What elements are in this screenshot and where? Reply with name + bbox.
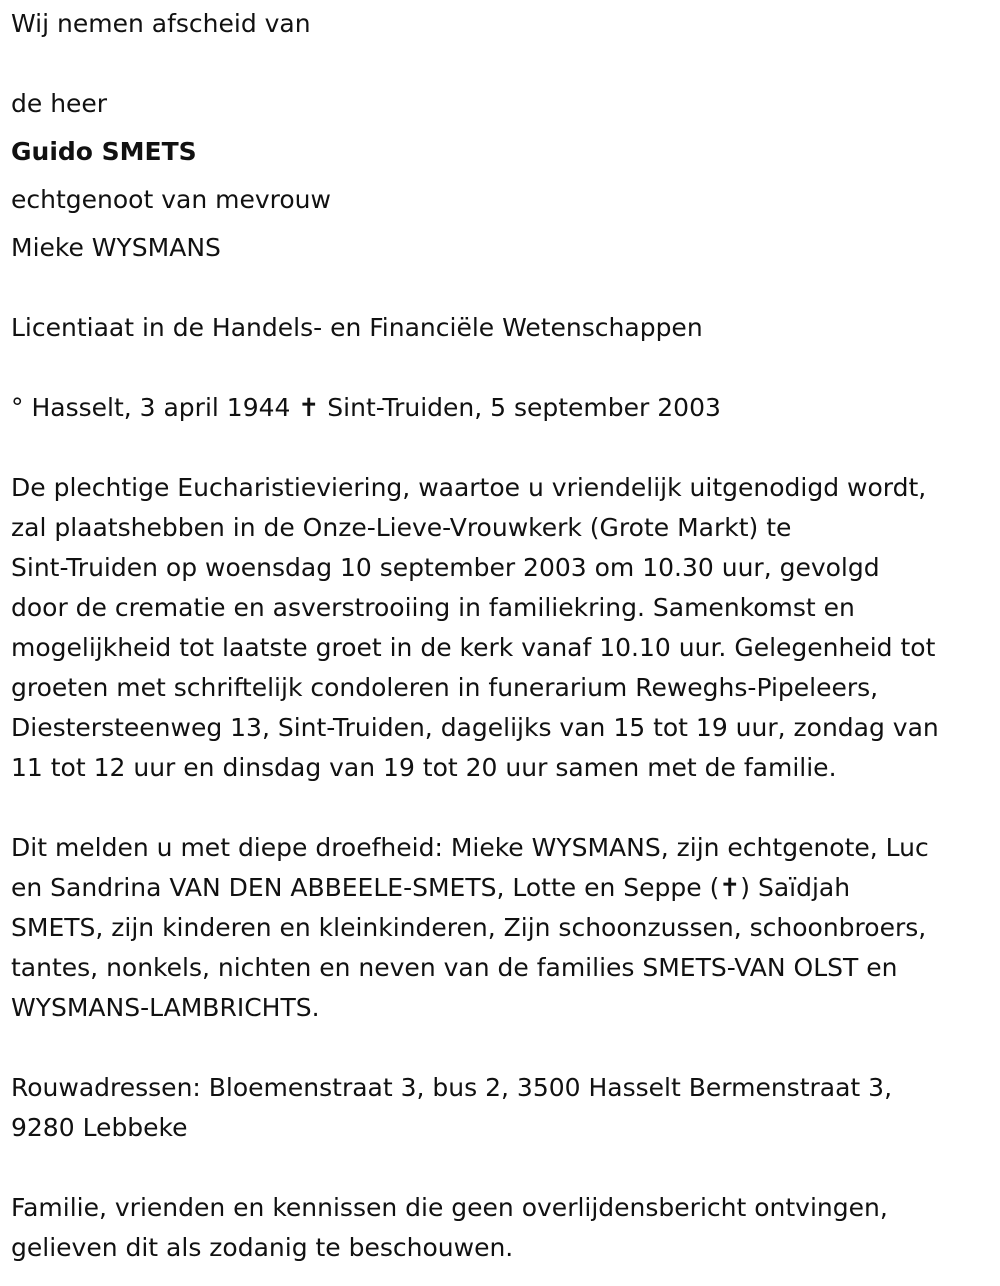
- family-line: tantes, nonkels, nichten en neven van de families SMETS-VAN OLST en: [11, 953, 898, 982]
- ceremony-line: groeten met schriftelijk condoleren in funerarium Reweghs-Pipeleers,: [11, 673, 879, 702]
- spouse-name: Mieke WYSMANS: [11, 233, 221, 262]
- family-line: en Sandrina VAN DEN ABBEELE-SMETS, Lotte en Seppe (✝) Saïdjah: [11, 873, 851, 902]
- cross-icon: ✝: [298, 393, 320, 422]
- address-paragraph: [11, 1068, 990, 1148]
- birth-info: ° Hasselt, 3 april 1944: [11, 393, 291, 422]
- dates-line: [11, 388, 990, 428]
- family-line: Dit melden u met diepe droefheid: Mieke WYSMANS, zijn echtgenote, Luc: [11, 833, 929, 862]
- ceremony-line: Sint-Truiden op woensdag 10 september 2003 om 10.30 uur, gevolgd: [11, 553, 880, 582]
- profession: Licentiaat in de Handels- en Financiële Wetenschappen: [11, 313, 703, 342]
- closing-paragraph: [11, 1188, 990, 1268]
- spouse-intro: echtgenoot van mevrouw: [11, 185, 331, 214]
- family-paragraph: [11, 828, 990, 1028]
- title-prefix: de heer: [11, 89, 108, 118]
- deceased-name: Guido SMETS: [11, 137, 197, 166]
- ceremony-line: De plechtige Eucharistieviering, waartoe u vriendelijk uitgenodigd wordt,: [11, 473, 927, 502]
- address-line: Rouwadressen: Bloemenstraat 3, bus 2, 3500 Hasselt Bermenstraat 3,: [11, 1073, 893, 1102]
- closing-line: gelieven dit als zodanig te beschouwen.: [11, 1233, 514, 1262]
- death-info: Sint-Truiden, 5 september 2003: [327, 393, 721, 422]
- closing-line: Familie, vrienden en kennissen die geen overlijdensbericht ontvingen,: [11, 1193, 888, 1222]
- family-line: WYSMANS-LAMBRICHTS.: [11, 993, 320, 1022]
- ceremony-line: zal plaatshebben in de Onze-Lieve-Vrouwkerk (Grote Markt) te: [11, 513, 792, 542]
- ceremony-paragraph: [11, 468, 990, 788]
- ceremony-line: 11 tot 12 uur en dinsdag van 19 tot 20 uur samen met de familie.: [11, 753, 837, 782]
- family-line: SMETS, zijn kinderen en kleinkinderen, Zijn schoonzussen, schoonbroers,: [11, 913, 927, 942]
- intro-text: Wij nemen afscheid van: [11, 9, 311, 38]
- ceremony-line: door de crematie en asverstrooiing in familiekring. Samenkomst en: [11, 593, 855, 622]
- ceremony-line: mogelijkheid tot laatste groet in de kerk vanaf 10.10 uur. Gelegenheid tot: [11, 633, 936, 662]
- ceremony-line: Diestersteenweg 13, Sint-Truiden, dagelijks van 15 tot 19 uur, zondag van: [11, 713, 939, 742]
- address-line: 9280 Lebbeke: [11, 1113, 188, 1142]
